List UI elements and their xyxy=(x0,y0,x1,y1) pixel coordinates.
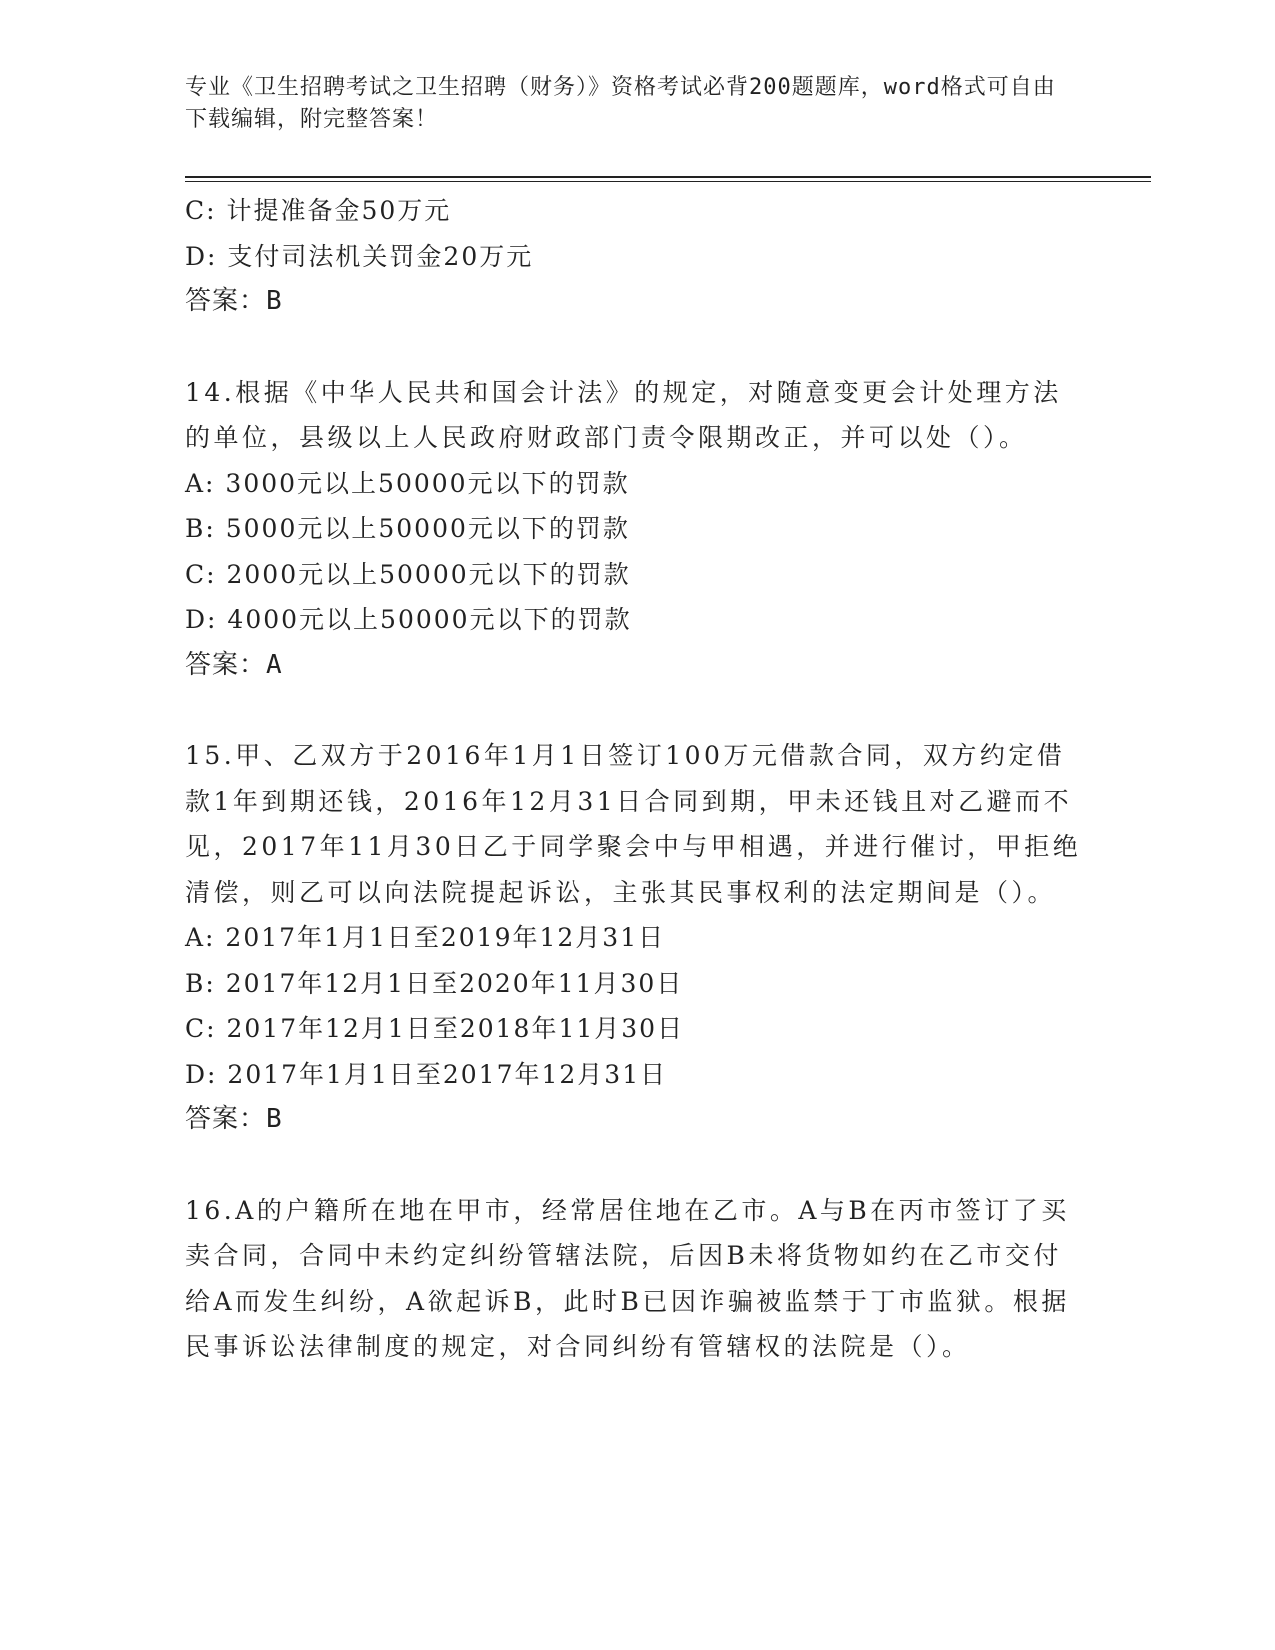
question-14-answer: 答案：A xyxy=(185,649,283,680)
question-15-option-b: B: 2017年12月1日至2020年11月30日 xyxy=(185,968,684,998)
question-15-option-d: D: 2017年1月1日至2017年12月31日 xyxy=(185,1059,668,1089)
question-13-tail xyxy=(185,188,1085,325)
spacer xyxy=(185,688,1085,733)
spacer xyxy=(185,1143,1085,1188)
question-13-option-c: C: 计提准备金50万元 xyxy=(185,196,452,225)
question-14-option-a: A: 3000元以上50000元以下的罚款 xyxy=(185,468,630,498)
question-15-option-a: A: 2017年1月1日至2019年12月31日 xyxy=(185,923,666,952)
spacer xyxy=(185,325,1085,370)
question-13-answer: 答案：B xyxy=(185,286,283,316)
question-15 xyxy=(185,733,1085,1143)
document-body xyxy=(185,188,1085,1370)
question-15-answer: 答案：B xyxy=(185,1104,283,1134)
question-16 xyxy=(185,1188,1085,1370)
question-14 xyxy=(185,370,1085,689)
question-15-stem: 15.甲、乙双方于2016年1月1日签订100万元借款合同，双方约定借款1年到期还钱，2016年12月31日合同到期，甲未还钱且对乙避而不见，2017年11月30日乙于同学聚会中与甲相遇，并进行催讨，甲拒绝清偿，则乙可以向法院提起诉讼，主张其民事权利的法定期间是（）。 xyxy=(185,741,1082,907)
question-14-option-b: B: 5000元以上50000元以下的罚款 xyxy=(185,514,630,543)
question-16-stem: 16.A的户籍所在地在甲市，经常居住地在乙市。A与B在丙市签订了买卖合同，合同中未约定纠纷管辖法院，后因B未将货物如约在乙市交付给A而发生纠纷，A欲起诉B，此时B已因诈骗被监禁于丁市监狱。根据民事诉讼法律制度的规定，对合同纠纷有管辖权的法院是（）。 xyxy=(185,1195,1070,1361)
question-13-option-d: D: 支付司法机关罚金20万元 xyxy=(185,241,534,271)
question-14-stem: 14.根据《中华人民共和国会计法》的规定，对随意变更会计处理方法的单位，县级以上人民政府财政部门责令限期改正，并可以处（）。 xyxy=(185,377,1062,452)
question-14-option-d: D: 4000元以上50000元以下的罚款 xyxy=(185,605,632,634)
question-14-option-c: C: 2000元以上50000元以下的罚款 xyxy=(185,559,631,589)
document-header-title: 专业《卫生招聘考试之卫生招聘（财务）》资格考试必背200题题库，word格式可自由下载编辑，附完整答案！ xyxy=(185,75,1056,132)
header-divider xyxy=(185,176,1151,182)
question-15-option-c: C: 2017年12月1日至2018年11月30日 xyxy=(185,1014,685,1043)
